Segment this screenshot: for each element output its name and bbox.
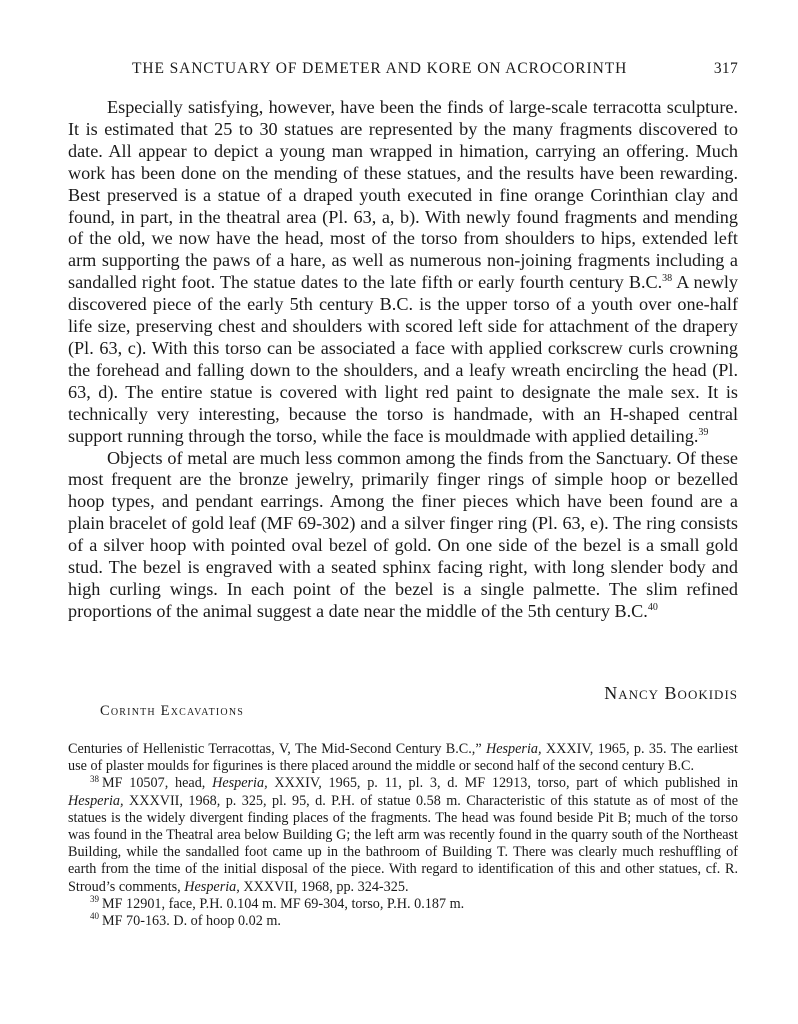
- footnote-text: XXXIV, 1965, p. 35. The earliest use of plaster moulds for figurines is there placed around the middle or second half of the second century: [68, 741, 739, 775]
- footnote-text: XXXVII, 1968, p. 325, pl. 95, d. P.H. of statue 0.58 m. Characteristic of this statute as of most of the statues is the widely divergent finding places of the fragments. The head was found beside Pit B; much of the torso was found in the Theatral area below Building G; the left arm was recently found in the quarry south of the Northeast Building, while the sandalled foot came up in the bathroom of Building T. There was clearly much reshuffling of earth from the time of the initial disposal of the piece. With regard to identification of this and other statues, cf. R. Stroud’s comments,: [68, 792, 738, 895]
- footnote-number: 38: [90, 773, 99, 784]
- paragraph-text: Especially satisfying, however, have been the finds of large-scale terracotta sculpture. It is estimated that 25 to 30 statues are represented by the many fragments discovered to date. All appear to depict a young man wrapped in himation, carrying an offering. Much work has been done on the mending of these statues, and the results have been rewarding. Best preserved is a statue of a draped youth executed in fine orange Corinthian clay and found, in part, in the theatral area (Pl. 63, a, b). With newly found fragments and mending of the old, we now have the head, most of the torso from shoulders to hips, extended left arm supporting the paws of a hare, as well as numerous non-joining fragments including a sandalled right foot. The statue dates to the late fifth or early fourth century: [68, 97, 738, 293]
- page-number: 317: [713, 60, 738, 77]
- footnote-number: 40: [90, 911, 99, 922]
- footnote-text: XXXVII, 1968, pp. 324-325.: [239, 878, 409, 895]
- paragraph-text: Objects of metal are much less common among the finds from the Sanctuary. Of these most frequent are the bronze jewelry, primarily finger rings of simple hoop or bezelled hoop types, and pendant earrings. Among the finer pieces which have been found are a plain bracelet of gold leaf (MF 69-302) and a silver finger ring (Pl. 63, e). The ring consists of a silver hoop with pointed oval bezel of gold. On one side of the bezel is a small gold stud. The bezel is engraved with a seated sphinx facing right, with long slender body and high curling wings. In each point of the bezel is a single palmette. The slim refined proportions of the animal suggest a date near the middle of the 5th century: [68, 447, 738, 621]
- footnote-ref-40[interactable]: 40: [647, 601, 658, 613]
- footnote-text: MF 10507, head,: [102, 775, 213, 792]
- journal-title: Hesperia,: [68, 792, 124, 809]
- paragraph-text: is the upper torso of a youth over one-half life size, preserving chest and shoulders with scored left side for attachment of the drapery (Pl. 63, c). With this torso can be associated a face with applied corkscrew curls crowning the forehead and falling down to the shoulders, and a leafy wreath encircling the head (Pl. 63, d). The entire statue is covered with light red paint to designate the male sex. It is technically very interesting, because the torso is handmade, with an H-shaped central support running through the torso, while the face is mouldmade with applied detailing.: [68, 294, 739, 446]
- running-title: THE SANCTUARY OF DEMETER AND KORE ON ACROCORINTH: [132, 60, 628, 77]
- era-abbrev: B.C.: [628, 272, 663, 293]
- era-abbrev: B.C.: [614, 600, 648, 621]
- footnote-text: MF 12901, face, P.H. 0.104 m. MF 69-304, torso, P.H. 0.187 m.: [102, 895, 465, 912]
- journal-title: Hesperia,: [184, 878, 240, 895]
- footnote-text: MF 70-163. D. of hoop 0.02 m.: [102, 913, 281, 930]
- footnote-ref-39[interactable]: 39: [698, 426, 709, 438]
- paragraph-terracotta-sculpture: [68, 97, 738, 448]
- era-abbrev: B.C.: [379, 294, 414, 315]
- footnotes: [68, 741, 738, 930]
- body-text: [68, 97, 738, 623]
- footnote-continuation: [68, 741, 738, 775]
- paragraph-text: A newly discovered piece of the early 5th century: [68, 272, 738, 315]
- footnote-number: 39: [90, 894, 99, 905]
- footnote-38: [68, 775, 738, 895]
- running-head: [68, 60, 738, 82]
- footnote-text: XXXIV, 1965, p. 11, pl. 3, d. MF 12913, torso, part of which published in: [267, 775, 738, 792]
- journal-title: Hesperia,: [212, 775, 268, 792]
- author-name: Nancy Bookidis: [604, 683, 738, 703]
- footnote-39: [68, 896, 738, 913]
- journal-title: Hesperia,: [485, 741, 542, 757]
- author-affiliation: Corinth Excavations: [100, 703, 245, 719]
- footnote-40: [68, 913, 738, 930]
- footnote-ref-38[interactable]: 38: [662, 273, 673, 285]
- paragraph-metal-objects: [68, 448, 738, 623]
- footnote-text: Centuries of Hellenistic Terracottas, V, The Mid-Second Century B.C.,”: [68, 741, 486, 757]
- era-abbrev: B.C.: [668, 758, 695, 775]
